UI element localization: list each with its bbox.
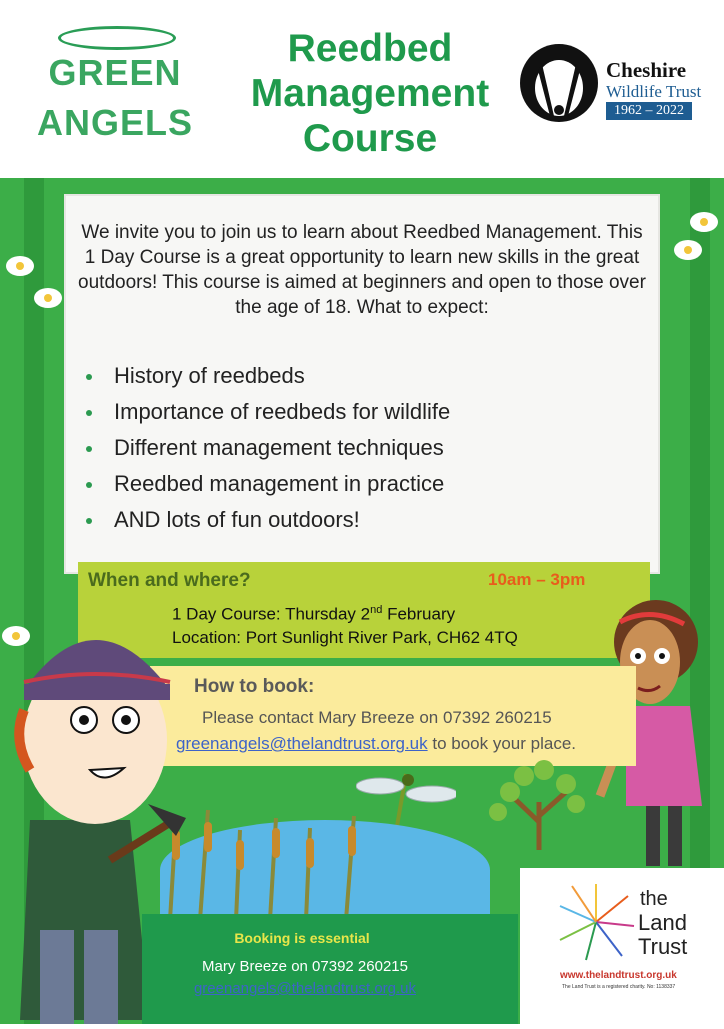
trust-name-line-1: Cheshire — [606, 58, 687, 82]
list-item-text: AND lots of fun outdoors! — [114, 507, 360, 532]
sunburst-icon — [556, 882, 636, 967]
course-date — [172, 604, 455, 625]
land-trust-the: the — [640, 888, 668, 910]
list-item-text: Importance of reedbeds for wildlife — [114, 399, 451, 424]
booking-footer — [142, 914, 518, 1024]
land-trust-land: Land — [638, 910, 687, 935]
land-trust-charity-note: The Land Trust is a registered charity. No: 1138337 — [562, 984, 676, 990]
title-line-1: Reedbed — [287, 27, 453, 70]
list-item — [86, 398, 450, 434]
land-trust-logo-panel — [520, 868, 724, 1024]
title-line-2: Management — [250, 72, 490, 115]
booking-contact: Please contact Mary Breeze on 07392 260215 — [202, 708, 552, 727]
trust-years-badge: 1962 – 2022 — [606, 102, 692, 120]
booking-email-link[interactable]: greenangels@thelandtrust.org.uk — [176, 734, 428, 753]
land-trust-url[interactable]: www.thelandtrust.org.uk — [560, 970, 677, 981]
list-item-text: Different management techniques — [114, 435, 444, 460]
course-date-month: February — [382, 604, 456, 624]
list-item-text: History of reedbeds — [114, 363, 305, 388]
green-angels-logo — [20, 22, 210, 162]
list-item — [86, 470, 450, 506]
list-item-text: Reedbed management in practice — [114, 471, 445, 496]
land-trust-trust: Trust — [638, 934, 688, 959]
when-title: When and where? — [88, 570, 251, 591]
bullet-icon — [86, 482, 92, 488]
daisy-icon — [674, 240, 702, 260]
booking-email-line — [176, 734, 576, 754]
title-line-3: Course — [302, 117, 438, 160]
booking-email-suffix: to book your place. — [427, 734, 577, 753]
header — [0, 0, 724, 178]
how-to-book-panel — [150, 666, 636, 766]
expectations-list — [86, 362, 450, 542]
trust-name-line-2: Wildlife Trust — [606, 82, 702, 101]
halo-icon — [58, 26, 176, 50]
daisy-icon — [6, 256, 34, 276]
footer-email-link[interactable]: greenangels@thelandtrust.org.uk — [193, 980, 417, 997]
how-to-book-title: How to book: — [194, 676, 315, 697]
bullet-icon — [86, 446, 92, 452]
daisy-icon — [690, 212, 718, 232]
list-item — [86, 362, 450, 398]
logo-line-2: ANGELS — [36, 102, 193, 143]
bullet-icon — [86, 374, 92, 380]
intro-text: We invite you to join us to learn about Reedbed Management. This 1 Day Course is a great opportunity to learn new skills in the great outdoors! This course is aimed at beginners and open to those over the age of 18. What to expect: — [78, 222, 646, 318]
page-title — [220, 26, 520, 161]
bullet-icon — [86, 410, 92, 416]
course-time: 10am – 3pm — [488, 570, 586, 589]
list-item — [86, 506, 450, 542]
badger-icon — [520, 44, 598, 122]
logo-line-1: GREEN — [48, 52, 182, 93]
course-location: Location: Port Sunlight River Park, CH62 4TQ — [172, 628, 518, 647]
bullet-icon — [86, 518, 92, 524]
cheshire-wildlife-trust-logo — [520, 44, 720, 124]
daisy-icon — [34, 288, 62, 308]
sapling-illustration — [484, 752, 594, 857]
footer-contact: Mary Breeze on 07392 260215 — [202, 958, 408, 975]
course-date-suffix-ordinal: nd — [370, 604, 383, 616]
list-item — [86, 434, 450, 470]
course-date-prefix: 1 Day Course: Thursday 2 — [172, 604, 371, 624]
booking-essential-note: Booking is essential — [234, 930, 370, 946]
